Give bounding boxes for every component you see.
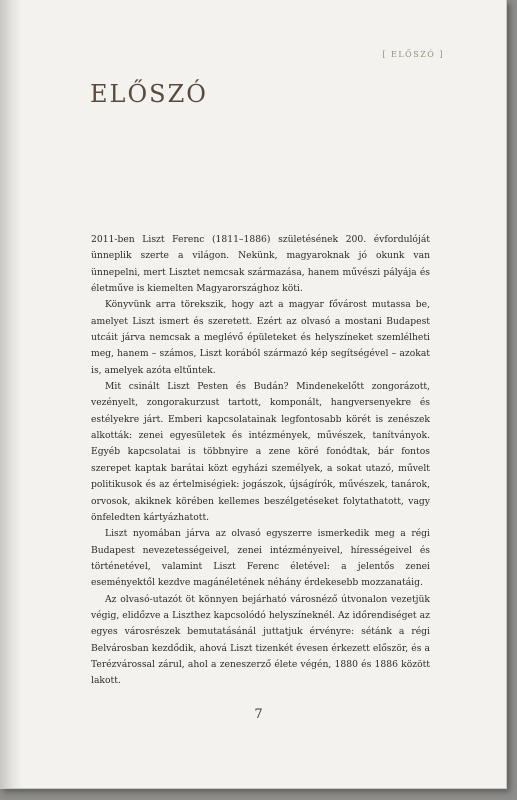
chapter-title: ELŐSZÓ xyxy=(90,80,208,108)
paragraph-1: 2011-ben Liszt Ferenc (1811–1886) születésének 200. évfordulóját ünneplik szerte a világon. Nekünk, magyaroknak jó okunk van ünnepelni, mert Lisztet nemcsak származása, hanem művészi pályája és életműve is kiemelten Magyarországhoz köti. xyxy=(91,234,430,295)
paragraph-3: Mit csinált Liszt Pesten és Budán? Mindenekelőtt zongorázott, vezényelt, zongorakurzust tartott, komponált, hangversenyekre és estélyekre járt. Emberi kapcsolatainak legfontosabb körét is zenészek alkották: zenei egyesületek és intézmények, művészek, tanítványok. Egyéb kapcsolatai is többnyire a zene köré fonódtak, bár fontos szerepet kaptak barátai közt egyházi személyek, a sokat utazó, művelt politikusok és az értelmiségiek: jogászok, újságírók, művészek, tanárok, orvosok, akiknek körében kellemes beszélgetéseket folytathatott, vagy önfeledten kártyázhatott. xyxy=(91,381,430,523)
paragraph-5: Az olvasó-utazót öt könnyen bejárható városnéző útvonalon vezetjük végig, elidőzve a Liszthez kapcsolódó helyszíneknél. Az időrendiséget az egyes városrészek bemutatásánál juttatjuk érvényre: sétánk a régi Belvárosban kezdődik, ahová Liszt tizenkét évesen érkezett először, és a Terézvárossal zárul, ahol a zeneszerző élete végén, 1880 és 1886 között lakott. xyxy=(91,593,430,687)
paragraph-2: Könyvünk arra törekszik, hogy azt a magyar fővárost mutassa be, amelyet Liszt ismert és szeretett. Ezért az olvasó a mostani Budapest utcáit járva nemcsak a meglévő épületeket és helyszíneket szemlélheti meg, hanem – számos, Liszt korából származó kép segítségével – azokat is, amelyek azóta eltűntek. xyxy=(91,299,430,376)
paragraph-4: Liszt nyomában járva az olvasó egyszerre ismerkedik meg a régi Budapest nevezetességeivel, zenei intézményeivel, hírességeivel és történetével, valamint Liszt Ferenc életével: a jelentős zenei eseményektől kezdve magánéletének néhány érdekesebb mozzanatáig. xyxy=(91,528,430,589)
book-spine-shadow xyxy=(0,0,22,788)
page-number: 7 xyxy=(254,707,263,722)
running-header: [ ELŐSZÓ ] xyxy=(382,50,444,59)
body-text xyxy=(91,232,430,690)
